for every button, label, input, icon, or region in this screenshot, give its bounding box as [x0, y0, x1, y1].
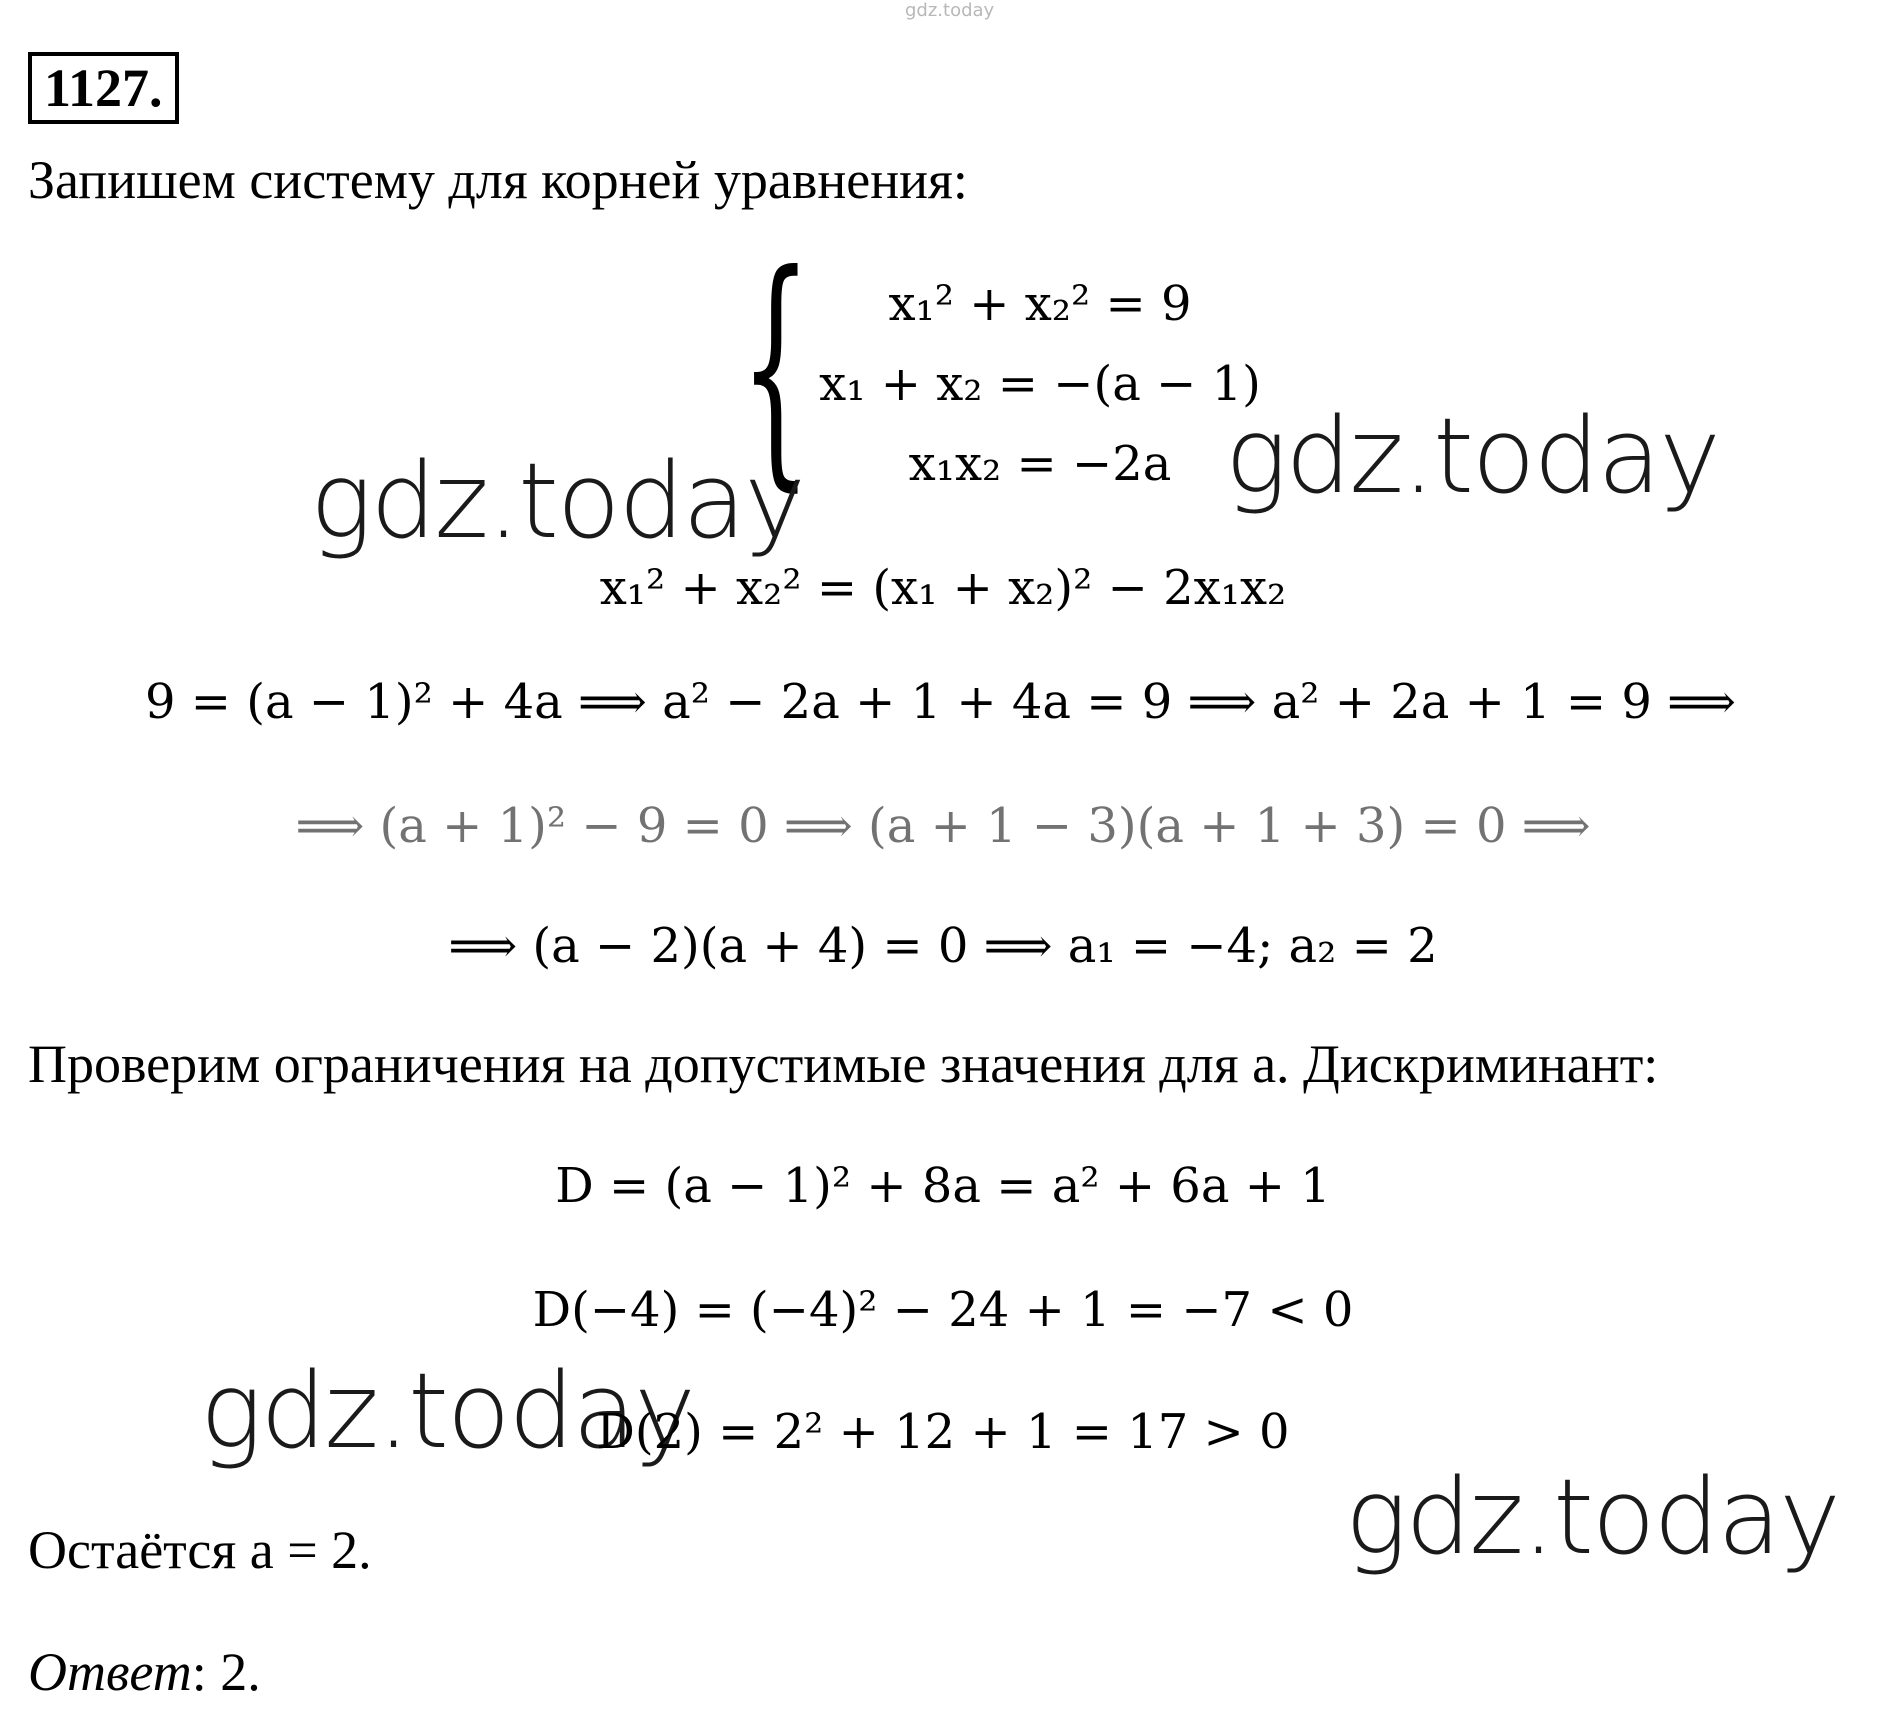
system-line-2: x₁ + x₂ = −(a − 1)	[819, 356, 1261, 412]
derivation-line-3: ⟹ (a − 2)(a + 4) = 0 ⟹ a₁ = −4; a₂ = 2	[448, 918, 1438, 974]
discriminant-formula: D = (a − 1)² + 8a = a² + 6a + 1	[555, 1158, 1331, 1214]
derivation-line-2: ⟹ (a + 1)² − 9 = 0 ⟹ (a + 1 − 3)(a + 1 + 3) = 0 ⟹	[295, 798, 1591, 854]
check-text: Проверим ограничения на допустимые значения для a. Дискриминант:	[28, 1034, 1659, 1094]
answer-line	[28, 1642, 261, 1702]
answer-label: Ответ	[28, 1642, 192, 1702]
remains-text: Остаётся a = 2.	[28, 1520, 372, 1580]
system-line-3: x₁x₂ = −2a	[908, 436, 1172, 492]
system-line-1: x₁² + x₂² = 9	[888, 276, 1192, 332]
watermark-4: gdz.today	[1345, 1456, 1839, 1578]
derivation-line-1: 9 = (a − 1)² + 4a ⟹ a² − 2a + 1 + 4a = 9 ⟹ a² + 2a + 1 = 9 ⟹	[145, 674, 1736, 730]
watermark-2: gdz.today	[1225, 395, 1719, 517]
watermark-small: gdz.today	[905, 0, 995, 21]
system-brace: {	[740, 221, 812, 512]
discriminant-at-2: D(2) = 2² + 12 + 1 = 17 > 0	[596, 1404, 1290, 1460]
discriminant-at-minus-4: D(−4) = (−4)² − 24 + 1 = −7 < 0	[532, 1282, 1354, 1338]
answer-value: : 2.	[191, 1642, 261, 1702]
watermark-1: gdz.today	[310, 440, 804, 562]
problem-number: 1127.	[28, 52, 179, 124]
intro-text: Запишем систему для корней уравнения:	[28, 150, 968, 210]
watermark-3: gdz.today	[200, 1350, 694, 1472]
identity-equation: x₁² + x₂² = (x₁ + x₂)² − 2x₁x₂	[599, 560, 1287, 616]
